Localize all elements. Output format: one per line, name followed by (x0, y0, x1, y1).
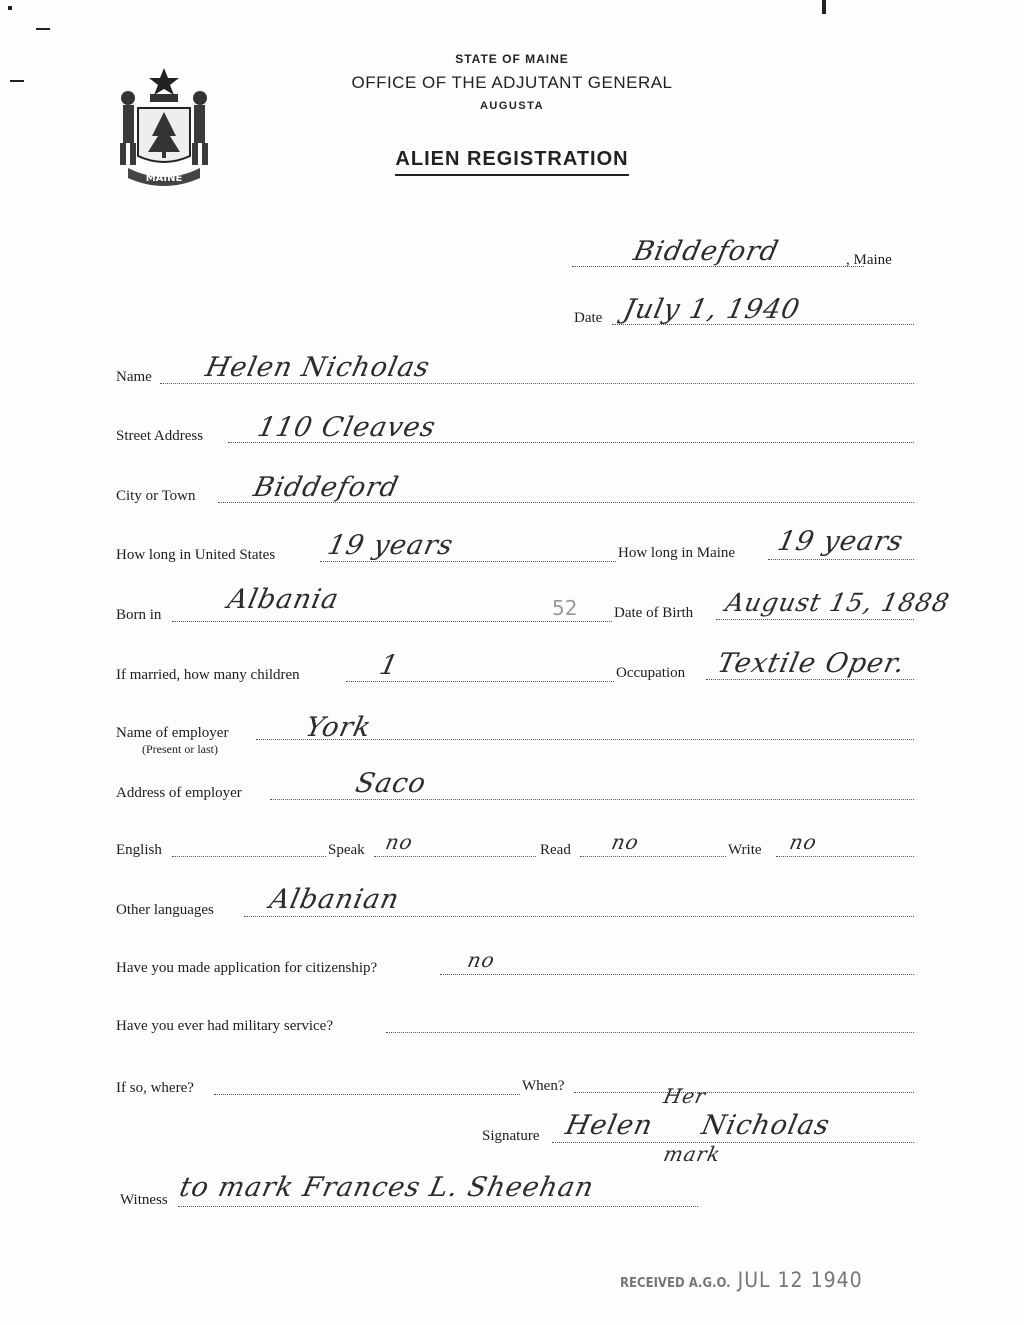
other-languages-value: Albanian (266, 884, 403, 915)
occupation-label: Occupation (616, 665, 686, 681)
speak-line (374, 856, 536, 857)
seal-label: MAINE (145, 173, 183, 184)
born-in-line (172, 621, 612, 622)
employer-value: York (302, 712, 375, 743)
name-value: Helen Nicholas (202, 352, 434, 383)
state-heading: STATE OF MAINE (455, 52, 569, 66)
corner-speck (8, 6, 12, 10)
signature-value: Helen Nicholas (562, 1110, 834, 1141)
name-label: Name (116, 369, 152, 385)
signature-mark: mark (661, 1142, 724, 1166)
write-line (776, 856, 914, 857)
date-of-birth-label: Date of Birth (614, 605, 694, 621)
city-value: Biddeford (250, 472, 402, 503)
city-label: City or Town (116, 488, 196, 504)
children-value: 1 (376, 650, 402, 681)
write-value: no (787, 830, 820, 854)
where-line (214, 1094, 520, 1095)
born-in-label: Born in (116, 607, 162, 623)
employer-label: Name of employer (116, 725, 229, 741)
occupation-value: Textile Oper. (714, 648, 909, 679)
witness-value: to mark Frances L. Sheehan (176, 1172, 598, 1203)
read-line (580, 856, 726, 857)
when-line (574, 1092, 914, 1093)
employer-address-value: Saco (352, 768, 430, 799)
city-heading: AUGUSTA (479, 100, 545, 112)
military-label: Have you ever had military service? (116, 1018, 333, 1034)
corner-speck (36, 28, 50, 30)
street-address-value: 110 Cleaves (254, 412, 439, 443)
witness-label: Witness (120, 1192, 168, 1208)
date-label: Date (574, 310, 603, 326)
employer-address-label: Address of employer (116, 785, 242, 801)
born-in-value: Albania (224, 584, 342, 615)
citizenship-line (440, 974, 914, 975)
children-label: If married, how many children (116, 667, 300, 683)
form-title-text: ALIEN REGISTRATION (395, 148, 628, 176)
date-value: July 1, 1940 (620, 294, 804, 325)
signature-line (552, 1142, 914, 1143)
citizenship-value: no (465, 948, 498, 972)
speak-value: no (383, 830, 416, 854)
witness-line (178, 1206, 698, 1207)
where-label: If so, where? (116, 1080, 194, 1096)
signature-her: Her (661, 1084, 709, 1108)
english-label: English (116, 842, 162, 858)
citizenship-label: Have you made application for citizenship? (116, 960, 378, 976)
corner-speck (822, 0, 826, 14)
date-of-birth-value: August 15, 1888 (722, 588, 953, 617)
how-long-us-line (320, 561, 616, 562)
read-value: no (609, 830, 642, 854)
street-address-label: Street Address (116, 428, 204, 444)
received-stamp-date: JUL 12 1940 (737, 1268, 863, 1292)
office-heading: OFFICE OF THE ADJUTANT GENERAL (351, 73, 673, 92)
children-line (346, 681, 614, 682)
occupation-line (706, 679, 914, 680)
how-long-maine-label: How long in Maine (618, 545, 736, 561)
other-languages-label: Other languages (116, 902, 214, 918)
how-long-us-value: 19 years (324, 530, 457, 561)
how-long-maine-line (768, 559, 914, 560)
english-line (172, 856, 326, 857)
employer-address-line (270, 799, 914, 800)
name-line (160, 383, 914, 384)
how-long-maine-value: 19 years (774, 526, 907, 557)
how-long-us-label: How long in United States (116, 547, 276, 563)
read-label: Read (540, 842, 571, 858)
place-suffix: , Maine (846, 252, 892, 268)
employer-sublabel: (Present or last) (142, 742, 218, 756)
received-stamp (620, 1268, 863, 1292)
date-of-birth-line (716, 619, 914, 620)
signature-label: Signature (482, 1128, 540, 1144)
form-title (0, 148, 1024, 171)
military-line (386, 1032, 914, 1033)
received-stamp-prefix: RECEIVED A.G.O. (620, 1276, 731, 1291)
when-label: When? (522, 1078, 565, 1094)
age-note: 52 (552, 596, 578, 620)
speak-label: Speak (328, 842, 365, 858)
other-languages-line (244, 916, 914, 917)
place-value: Biddeford (630, 236, 782, 267)
write-label: Write (728, 842, 762, 858)
